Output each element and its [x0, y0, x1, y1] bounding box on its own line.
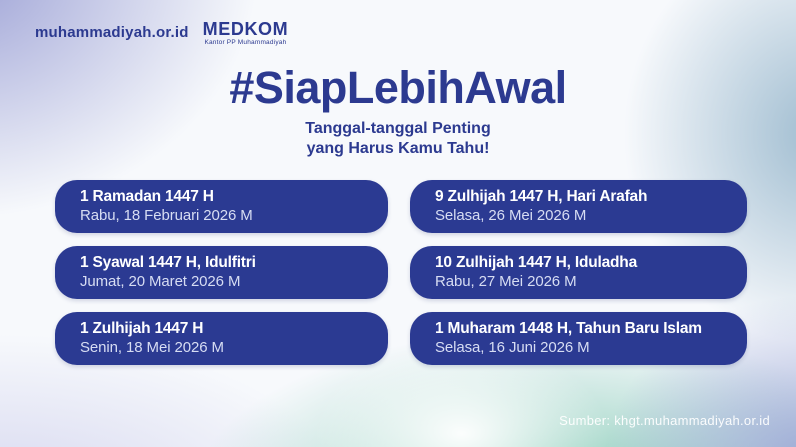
date-card-iduladha — [410, 246, 747, 299]
medkom-logo-subtitle: Kantor PP Muhammadiyah — [204, 39, 287, 46]
date-card-syawal — [55, 246, 388, 299]
page-subtitle — [0, 119, 796, 159]
card-date: Rabu, 18 Februari 2026 M — [80, 207, 253, 225]
page-title: #SiapLebihAwal — [229, 62, 567, 113]
card-title: 1 Syawal 1447 H, Idulfitri — [80, 254, 256, 271]
subtitle-line-1: Tanggal-tanggal Penting — [305, 120, 491, 138]
card-date: Selasa, 26 Mei 2026 M — [435, 207, 587, 225]
source-text: Sumber: khgt.muhammadiyah.or.id — [559, 413, 770, 428]
date-card-zulhijah-1 — [55, 312, 388, 365]
hero — [0, 64, 796, 159]
card-date: Jumat, 20 Maret 2026 M — [80, 273, 241, 291]
date-card-ramadan — [55, 180, 388, 233]
card-title: 1 Muharam 1448 H, Tahun Baru Islam — [435, 320, 702, 337]
date-card-muharam — [410, 312, 747, 365]
date-cards-grid — [55, 180, 747, 365]
header — [35, 20, 288, 47]
card-date: Senin, 18 Mei 2026 M — [80, 339, 224, 357]
card-title: 9 Zulhijah 1447 H, Hari Arafah — [435, 188, 648, 205]
date-card-arafah — [410, 180, 747, 233]
card-date: Selasa, 16 Juni 2026 M — [435, 339, 590, 357]
subtitle-line-2: yang Harus Kamu Tahu! — [306, 140, 490, 158]
card-title: 1 Ramadan 1447 H — [80, 188, 214, 205]
site-url-text: muhammadiyah.or.id — [35, 24, 189, 41]
medkom-logo-title: MEDKOM — [202, 19, 289, 39]
card-date: Rabu, 27 Mei 2026 M — [435, 273, 577, 291]
medkom-logo — [203, 20, 289, 47]
card-title: 1 Zulhijah 1447 H — [80, 320, 204, 337]
card-title: 10 Zulhijah 1447 H, Iduladha — [435, 254, 637, 271]
